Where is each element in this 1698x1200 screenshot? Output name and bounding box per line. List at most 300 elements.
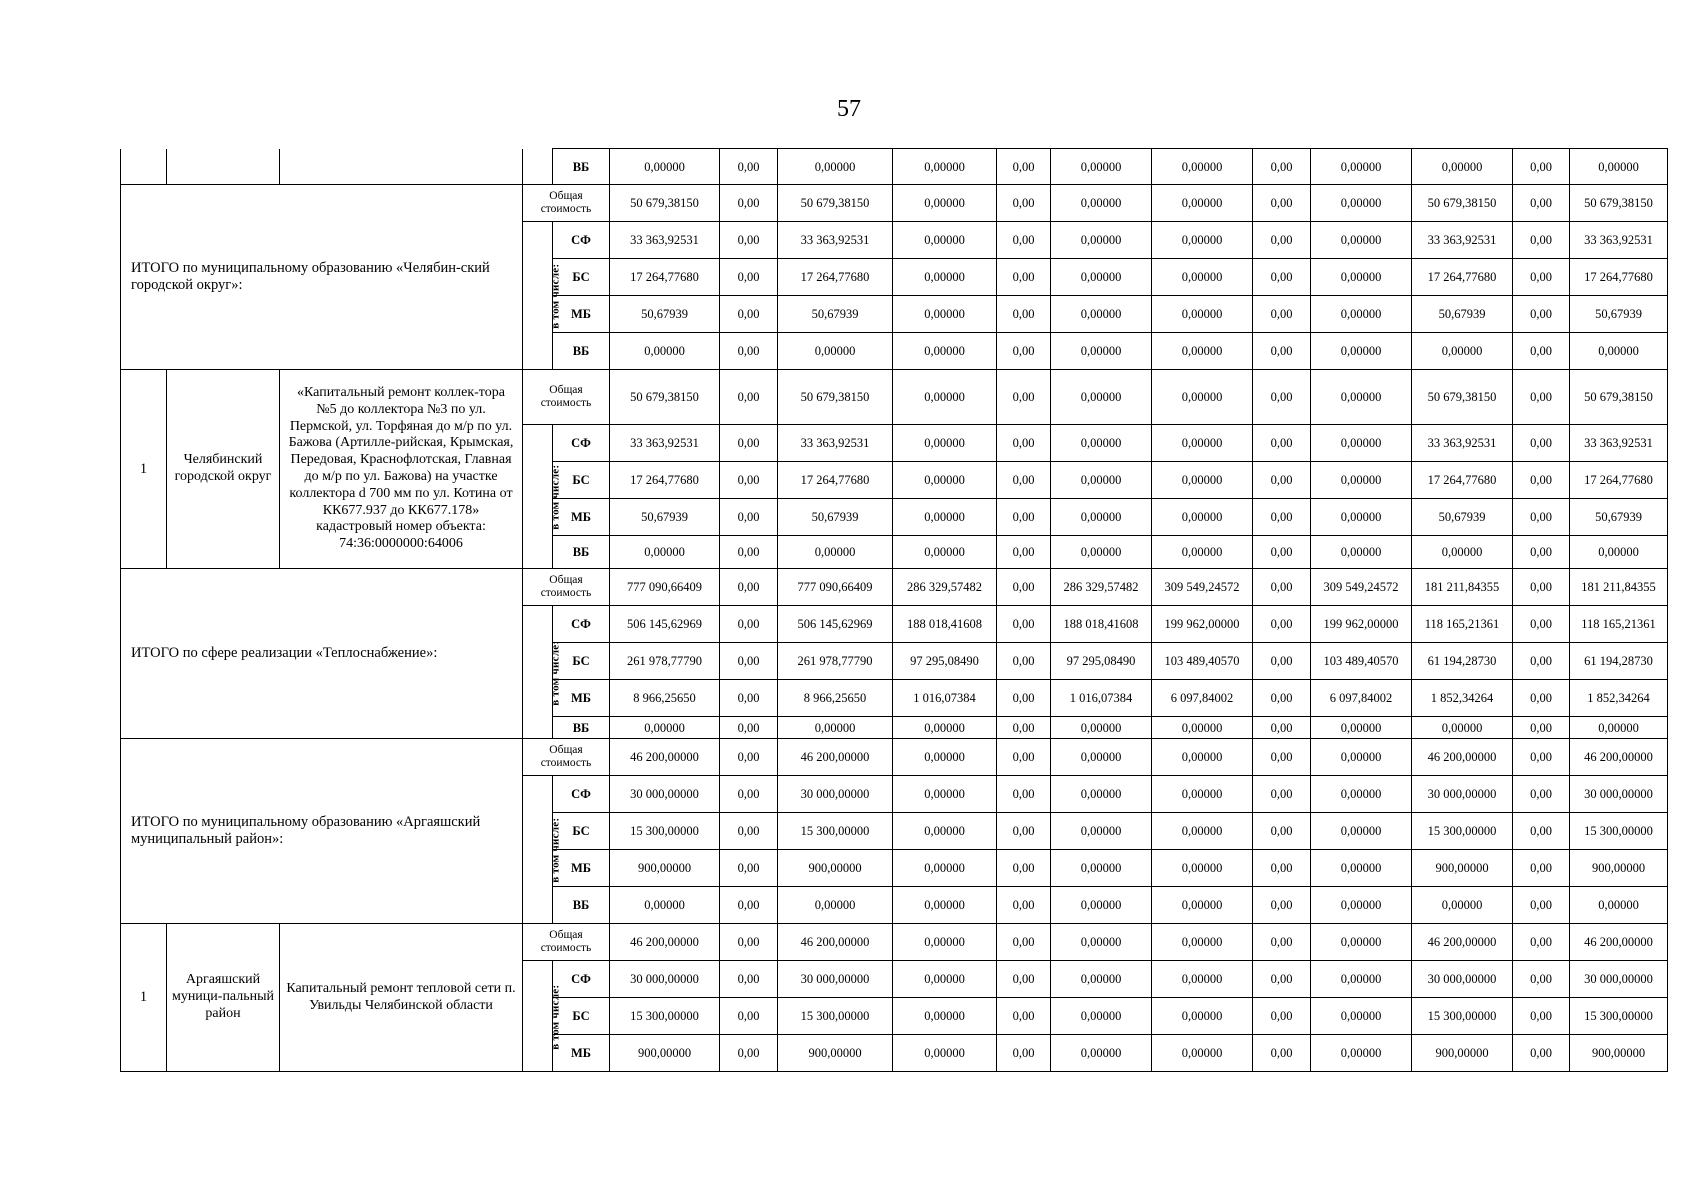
value-cell: 15 300,00000 (778, 998, 893, 1035)
value-cell: 0,00 (997, 998, 1051, 1035)
value-cell: 50 679,38150 (1412, 185, 1513, 222)
value-cell: 0,00 (1253, 998, 1311, 1035)
value-cell: 30 000,00000 (778, 776, 893, 813)
value-cell: 900,00000 (610, 850, 720, 887)
value-cell: 261 978,77790 (610, 643, 720, 680)
value-cell: 0,00000 (1412, 717, 1513, 739)
value-cell: 0,00000 (1311, 998, 1412, 1035)
section-total-label: ИТОГО по сфере реализации «Теплоснабжение»: (121, 569, 523, 739)
fund-label: ВБ (553, 333, 610, 370)
value-cell: 0,00000 (1570, 887, 1668, 924)
value-cell: 0,00000 (1311, 887, 1412, 924)
including-label: в том числе: (549, 984, 562, 1050)
value-cell: 0,00000 (1152, 739, 1253, 776)
value-cell: 0,00 (997, 185, 1051, 222)
value-cell: 0,00000 (1152, 259, 1253, 296)
including-label: в том числе: (549, 640, 562, 706)
value-cell: 30 000,00000 (1412, 961, 1513, 998)
fund-label: БС (553, 643, 610, 680)
value-cell: 61 194,28730 (1570, 643, 1668, 680)
value-cell: 46 200,00000 (1412, 924, 1513, 961)
value-cell: 0,00 (1513, 499, 1570, 536)
value-cell: 0,00000 (1311, 536, 1412, 569)
value-cell: 0,00000 (893, 462, 997, 499)
value-cell: 0,00000 (1152, 296, 1253, 333)
value-cell: 33 363,92531 (1570, 222, 1668, 259)
fund-label: МБ (553, 499, 610, 536)
value-cell: 0,00000 (893, 739, 997, 776)
value-cell: 0,00 (997, 961, 1051, 998)
value-cell: 0,00000 (778, 887, 893, 924)
value-cell: 0,00 (997, 462, 1051, 499)
value-cell: 30 000,00000 (610, 961, 720, 998)
table-row (121, 924, 1668, 961)
value-cell: 0,00 (1253, 149, 1311, 185)
value-cell: 50 679,38150 (1570, 185, 1668, 222)
value-cell: 0,00000 (1311, 499, 1412, 536)
value-cell: 0,00 (997, 259, 1051, 296)
empty-cell (280, 149, 523, 185)
value-cell: 46 200,00000 (1412, 739, 1513, 776)
value-cell: 0,00 (1253, 222, 1311, 259)
value-cell: 0,00000 (1152, 222, 1253, 259)
value-cell: 0,00 (1513, 924, 1570, 961)
value-cell: 0,00 (1253, 259, 1311, 296)
value-cell: 0,00 (1253, 569, 1311, 606)
value-cell: 46 200,00000 (610, 924, 720, 961)
fund-label: СФ (553, 961, 610, 998)
value-cell: 0,00000 (1570, 717, 1668, 739)
value-cell: 0,00000 (893, 717, 997, 739)
value-cell: 50,67939 (1412, 296, 1513, 333)
value-cell: 0,00 (997, 680, 1051, 717)
including-label-cell (523, 222, 562, 370)
total-cost-label: Общая стоимость (523, 924, 610, 961)
value-cell: 0,00000 (1152, 924, 1253, 961)
row-number: 1 (121, 370, 167, 569)
value-cell: 0,00000 (893, 924, 997, 961)
value-cell: 0,00 (1253, 499, 1311, 536)
fund-label: МБ (553, 680, 610, 717)
value-cell: 0,00 (720, 569, 778, 606)
including-label: в том числе: (549, 263, 562, 330)
value-cell: 0,00 (720, 296, 778, 333)
value-cell: 50,67939 (1570, 296, 1668, 333)
fund-label: СФ (553, 425, 610, 462)
value-cell: 0,00 (720, 998, 778, 1035)
value-cell: 0,00 (1253, 850, 1311, 887)
value-cell: 33 363,92531 (1412, 425, 1513, 462)
value-cell: 97 295,08490 (1051, 643, 1152, 680)
value-cell: 1 852,34264 (1412, 680, 1513, 717)
value-cell: 8 966,25650 (778, 680, 893, 717)
empty-cell (523, 149, 553, 185)
value-cell: 0,00000 (778, 149, 893, 185)
value-cell: 0,00000 (1152, 813, 1253, 850)
including-label-cell (523, 606, 562, 739)
value-cell: 0,00000 (1311, 259, 1412, 296)
value-cell: 0,00000 (1311, 961, 1412, 998)
value-cell: 17 264,77680 (1570, 259, 1668, 296)
value-cell: 0,00000 (1051, 185, 1152, 222)
value-cell: 0,00 (1253, 961, 1311, 998)
value-cell: 0,00 (1253, 924, 1311, 961)
value-cell: 506 145,62969 (610, 606, 720, 643)
value-cell: 0,00000 (778, 333, 893, 370)
value-cell: 46 200,00000 (610, 739, 720, 776)
value-cell: 0,00 (720, 961, 778, 998)
value-cell: 33 363,92531 (610, 222, 720, 259)
fund-label: СФ (553, 222, 610, 259)
including-label-cell (523, 776, 562, 924)
empty-cell (167, 149, 280, 185)
value-cell: 0,00 (997, 776, 1051, 813)
value-cell: 0,00 (1513, 296, 1570, 333)
value-cell: 50,67939 (610, 296, 720, 333)
value-cell: 0,00 (997, 149, 1051, 185)
value-cell: 46 200,00000 (1570, 924, 1668, 961)
value-cell: 900,00000 (1412, 1035, 1513, 1072)
value-cell: 181 211,84355 (1412, 569, 1513, 606)
value-cell: 0,00000 (1311, 333, 1412, 370)
value-cell: 17 264,77680 (1412, 462, 1513, 499)
municipality-name: Челябинский городской округ (167, 370, 280, 569)
value-cell: 0,00000 (1311, 149, 1412, 185)
value-cell: 0,00000 (1152, 499, 1253, 536)
value-cell: 0,00 (720, 606, 778, 643)
value-cell: 30 000,00000 (1412, 776, 1513, 813)
value-cell: 0,00 (1253, 813, 1311, 850)
value-cell: 0,00000 (1311, 296, 1412, 333)
value-cell: 1 016,07384 (893, 680, 997, 717)
value-cell: 0,00000 (1412, 333, 1513, 370)
value-cell: 0,00000 (1051, 998, 1152, 1035)
value-cell: 286 329,57482 (1051, 569, 1152, 606)
value-cell: 0,00 (1253, 680, 1311, 717)
value-cell: 0,00 (720, 370, 778, 425)
value-cell: 15 300,00000 (1570, 998, 1668, 1035)
value-cell: 0,00000 (1051, 924, 1152, 961)
value-cell: 0,00 (1253, 296, 1311, 333)
fund-label: ВБ (553, 887, 610, 924)
value-cell: 0,00000 (893, 776, 997, 813)
value-cell: 17 264,77680 (1570, 462, 1668, 499)
total-cost-label: Общая стоимость (523, 569, 610, 606)
value-cell: 0,00000 (1051, 739, 1152, 776)
value-cell: 0,00 (720, 499, 778, 536)
object-description: Капитальный ремонт тепловой сети п. Увильды Челябинской области (280, 924, 523, 1072)
value-cell: 506 145,62969 (778, 606, 893, 643)
value-cell: 46 200,00000 (1570, 739, 1668, 776)
value-cell: 0,00000 (1152, 149, 1253, 185)
table-row (121, 569, 1668, 606)
value-cell: 0,00 (1513, 998, 1570, 1035)
total-cost-label: Общая стоимость (523, 370, 610, 425)
value-cell: 0,00000 (1152, 961, 1253, 998)
value-cell: 0,00000 (1311, 425, 1412, 462)
value-cell: 0,00000 (1152, 333, 1253, 370)
value-cell: 0,00 (720, 149, 778, 185)
value-cell: 900,00000 (1412, 850, 1513, 887)
value-cell: 0,00000 (1570, 333, 1668, 370)
value-cell: 0,00 (1513, 185, 1570, 222)
value-cell: 0,00000 (893, 185, 997, 222)
table-row (121, 185, 1668, 222)
value-cell: 103 489,40570 (1152, 643, 1253, 680)
including-label: в том числе: (549, 817, 562, 884)
value-cell: 777 090,66409 (610, 569, 720, 606)
value-cell: 0,00 (997, 643, 1051, 680)
value-cell: 0,00 (1513, 222, 1570, 259)
value-cell: 118 165,21361 (1412, 606, 1513, 643)
value-cell: 0,00 (1253, 536, 1311, 569)
value-cell: 0,00000 (1311, 370, 1412, 425)
value-cell: 0,00 (1253, 643, 1311, 680)
value-cell: 0,00000 (1412, 149, 1513, 185)
value-cell: 0,00000 (1152, 998, 1253, 1035)
value-cell: 0,00000 (1311, 1035, 1412, 1072)
value-cell: 0,00 (997, 425, 1051, 462)
value-cell: 0,00 (720, 680, 778, 717)
value-cell: 0,00 (997, 296, 1051, 333)
value-cell: 0,00000 (610, 333, 720, 370)
value-cell: 0,00 (720, 813, 778, 850)
value-cell: 50 679,38150 (778, 370, 893, 425)
value-cell: 15 300,00000 (610, 813, 720, 850)
value-cell: 199 962,00000 (1152, 606, 1253, 643)
value-cell: 0,00 (720, 739, 778, 776)
value-cell: 0,00 (997, 333, 1051, 370)
value-cell: 0,00000 (893, 499, 997, 536)
value-cell: 0,00 (720, 1035, 778, 1072)
budget-table (120, 148, 1668, 1072)
including-label-cell (523, 961, 562, 1072)
value-cell: 0,00 (1513, 462, 1570, 499)
value-cell: 0,00000 (1311, 776, 1412, 813)
value-cell: 0,00000 (1311, 222, 1412, 259)
value-cell: 0,00 (1513, 680, 1570, 717)
value-cell: 61 194,28730 (1412, 643, 1513, 680)
value-cell: 0,00000 (893, 998, 997, 1035)
value-cell: 0,00 (720, 887, 778, 924)
value-cell: 0,00000 (1311, 185, 1412, 222)
value-cell: 17 264,77680 (610, 462, 720, 499)
value-cell: 97 295,08490 (893, 643, 997, 680)
value-cell: 17 264,77680 (778, 259, 893, 296)
table-row (121, 370, 1668, 425)
value-cell: 0,00000 (1051, 499, 1152, 536)
value-cell: 0,00 (1253, 462, 1311, 499)
value-cell: 0,00 (1253, 1035, 1311, 1072)
page-number: 57 (837, 96, 861, 122)
value-cell: 0,00 (1253, 606, 1311, 643)
fund-label: ВБ (553, 536, 610, 569)
value-cell: 0,00000 (1311, 850, 1412, 887)
including-label-cell (523, 425, 562, 569)
value-cell: 0,00000 (1311, 924, 1412, 961)
fund-label: БС (553, 998, 610, 1035)
value-cell: 0,00000 (1311, 717, 1412, 739)
value-cell: 0,00 (1513, 717, 1570, 739)
value-cell: 0,00 (997, 569, 1051, 606)
value-cell: 0,00 (997, 887, 1051, 924)
value-cell: 0,00000 (1051, 425, 1152, 462)
value-cell: 0,00 (1513, 536, 1570, 569)
value-cell: 0,00000 (1051, 296, 1152, 333)
value-cell: 0,00000 (610, 536, 720, 569)
value-cell: 33 363,92531 (610, 425, 720, 462)
value-cell: 30 000,00000 (1570, 776, 1668, 813)
row-number: 1 (121, 924, 167, 1072)
value-cell: 0,00000 (1152, 462, 1253, 499)
value-cell: 50,67939 (1412, 499, 1513, 536)
empty-cell (121, 149, 167, 185)
value-cell: 0,00 (1513, 425, 1570, 462)
value-cell: 0,00 (720, 850, 778, 887)
value-cell: 118 165,21361 (1570, 606, 1668, 643)
value-cell: 103 489,40570 (1311, 643, 1412, 680)
value-cell: 0,00000 (893, 222, 997, 259)
value-cell: 0,00000 (893, 813, 997, 850)
value-cell: 46 200,00000 (778, 924, 893, 961)
value-cell: 46 200,00000 (778, 739, 893, 776)
value-cell: 50,67939 (778, 499, 893, 536)
value-cell: 0,00000 (1152, 1035, 1253, 1072)
value-cell: 0,00000 (1051, 961, 1152, 998)
value-cell: 0,00000 (1311, 462, 1412, 499)
value-cell: 0,00 (997, 850, 1051, 887)
value-cell: 0,00 (1253, 717, 1311, 739)
value-cell: 0,00000 (1570, 149, 1668, 185)
table-body (121, 149, 1668, 1072)
value-cell: 188 018,41608 (893, 606, 997, 643)
fund-label: МБ (553, 296, 610, 333)
value-cell: 0,00000 (1051, 149, 1152, 185)
value-cell: 181 211,84355 (1570, 569, 1668, 606)
value-cell: 0,00 (720, 776, 778, 813)
value-cell: 0,00000 (1051, 850, 1152, 887)
municipality-name: Аргаяшский муници-пальный район (167, 924, 280, 1072)
value-cell: 0,00000 (893, 887, 997, 924)
value-cell: 0,00000 (893, 536, 997, 569)
value-cell: 261 978,77790 (778, 643, 893, 680)
value-cell: 50,67939 (610, 499, 720, 536)
value-cell: 0,00000 (1051, 536, 1152, 569)
value-cell: 17 264,77680 (1412, 259, 1513, 296)
total-cost-label: Общая стоимость (523, 185, 610, 222)
value-cell: 0,00000 (1152, 185, 1253, 222)
value-cell: 0,00 (1513, 370, 1570, 425)
value-cell: 0,00000 (893, 370, 997, 425)
value-cell: 0,00000 (1152, 887, 1253, 924)
value-cell: 0,00 (997, 499, 1051, 536)
value-cell: 0,00000 (1051, 462, 1152, 499)
value-cell: 0,00000 (1311, 739, 1412, 776)
value-cell: 0,00000 (1570, 536, 1668, 569)
value-cell: 17 264,77680 (778, 462, 893, 499)
value-cell: 0,00 (1253, 887, 1311, 924)
value-cell: 0,00 (1513, 776, 1570, 813)
value-cell: 1 852,34264 (1570, 680, 1668, 717)
value-cell: 0,00 (1253, 425, 1311, 462)
fund-label: ВБ (553, 149, 610, 185)
value-cell: 8 966,25650 (610, 680, 720, 717)
value-cell: 0,00 (1513, 961, 1570, 998)
value-cell: 0,00 (720, 462, 778, 499)
value-cell: 15 300,00000 (1412, 998, 1513, 1035)
section-total-label: ИТОГО по муниципальному образованию «Аргаяшский муниципальный район»: (121, 739, 523, 924)
value-cell: 0,00000 (893, 425, 997, 462)
value-cell: 900,00000 (1570, 1035, 1668, 1072)
total-cost-label: Общая стоимость (523, 739, 610, 776)
value-cell: 0,00000 (893, 1035, 997, 1072)
value-cell: 0,00 (997, 739, 1051, 776)
value-cell: 0,00000 (1051, 259, 1152, 296)
value-cell: 0,00 (720, 259, 778, 296)
value-cell: 15 300,00000 (1570, 813, 1668, 850)
value-cell: 0,00 (997, 536, 1051, 569)
value-cell: 0,00000 (1152, 776, 1253, 813)
value-cell: 30 000,00000 (1570, 961, 1668, 998)
fund-label: БС (553, 813, 610, 850)
fund-label: БС (553, 259, 610, 296)
value-cell: 6 097,84002 (1311, 680, 1412, 717)
value-cell: 0,00 (1513, 149, 1570, 185)
value-cell: 0,00 (1513, 569, 1570, 606)
value-cell: 0,00 (1513, 813, 1570, 850)
value-cell: 50 679,38150 (610, 370, 720, 425)
value-cell: 0,00 (1513, 333, 1570, 370)
section-total-label: ИТОГО по муниципальному образованию «Челябин-ский городской округ»: (121, 185, 523, 370)
fund-label: МБ (553, 1035, 610, 1072)
fund-label: БС (553, 462, 610, 499)
value-cell: 0,00 (1513, 887, 1570, 924)
value-cell: 0,00 (720, 425, 778, 462)
value-cell: 0,00 (720, 222, 778, 259)
value-cell: 0,00000 (1152, 536, 1253, 569)
value-cell: 0,00000 (1152, 370, 1253, 425)
value-cell: 0,00000 (893, 961, 997, 998)
value-cell: 1 016,07384 (1051, 680, 1152, 717)
value-cell: 0,00000 (1412, 887, 1513, 924)
value-cell: 0,00000 (778, 717, 893, 739)
value-cell: 30 000,00000 (610, 776, 720, 813)
value-cell: 33 363,92531 (1570, 425, 1668, 462)
value-cell: 0,00 (1253, 739, 1311, 776)
value-cell: 0,00 (720, 333, 778, 370)
value-cell: 0,00000 (1051, 333, 1152, 370)
fund-label: ВБ (553, 717, 610, 739)
value-cell: 0,00 (997, 717, 1051, 739)
value-cell: 33 363,92531 (1412, 222, 1513, 259)
value-cell: 0,00000 (893, 296, 997, 333)
value-cell: 33 363,92531 (778, 222, 893, 259)
fund-label: СФ (553, 776, 610, 813)
value-cell: 0,00000 (893, 259, 997, 296)
value-cell: 0,00000 (610, 717, 720, 739)
value-cell: 0,00000 (610, 149, 720, 185)
value-cell: 900,00000 (778, 850, 893, 887)
value-cell: 0,00000 (778, 536, 893, 569)
value-cell: 309 549,24572 (1152, 569, 1253, 606)
value-cell: 33 363,92531 (778, 425, 893, 462)
value-cell: 0,00 (997, 370, 1051, 425)
object-description: «Капитальный ремонт коллек-тора №5 до коллектора №3 по ул. Пермской, ул. Торфяная до м/р по ул. Бажова (Артилле-рийская, Крымская, Передовая, Краснофлотская, Главная до м/р по ул. Бажова) на участке коллектора d 700 мм по ул. Котина от КК677.937 до КК677.178» кадастровый номер объекта: 74:36:0000000:64006 (280, 370, 523, 569)
table-row (121, 739, 1668, 776)
including-label: в том числе: (549, 464, 562, 531)
value-cell: 0,00 (997, 606, 1051, 643)
value-cell: 50,67939 (778, 296, 893, 333)
